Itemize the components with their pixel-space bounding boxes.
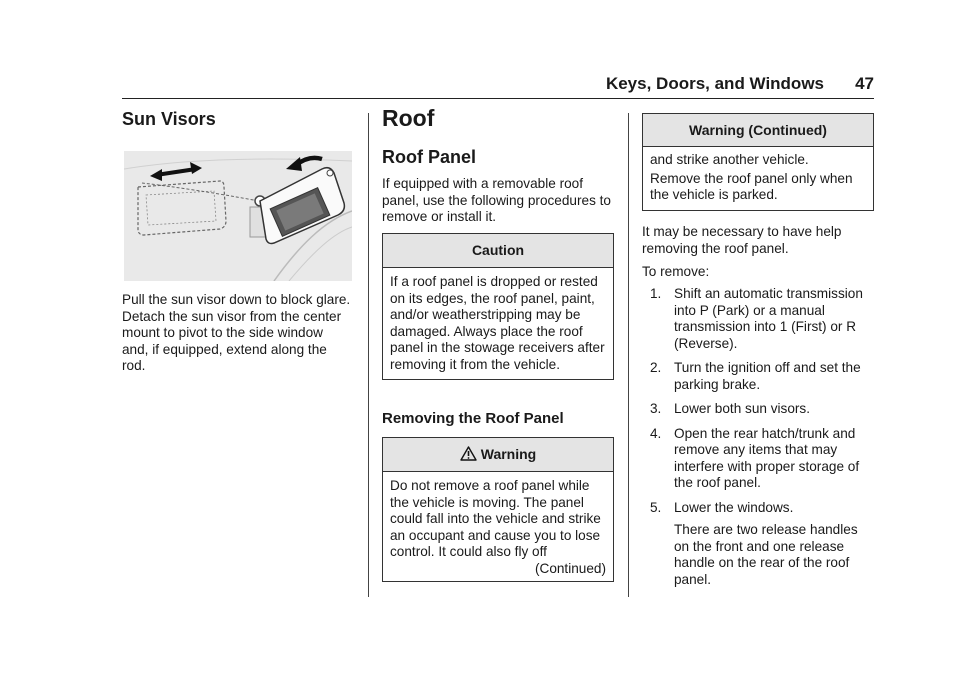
page-number: 47 [855,74,874,93]
help-text: It may be necessary to have help removing the roof panel. [642,224,842,256]
warning-header [383,438,613,472]
list-item: 5. Lower the windows. [650,499,794,515]
column-divider [368,113,369,597]
sun-visors-body: Pull the sun visor down to block glare. Detach the sun visor from the center mount to pivot to the side window and, if equipped, extend along the rod. [122,292,351,373]
caution-box [382,233,614,380]
list-item: 1. Shift an automatic transmission into P (Park) or a manual transmission into 1 (First) or R (Reverse). [650,286,863,351]
roof-heading: Roof [382,105,435,131]
removing-roof-panel-heading: Removing the Roof Panel [382,410,564,427]
sun-visor-illustration [124,151,352,281]
section-title: Keys, Doors, and Windows [605,74,824,93]
sun-visors-heading: Sun Visors [122,109,216,129]
column-divider [628,113,629,597]
list-item: 3. Lower both sun visors. [650,401,811,416]
remove-steps-list [642,286,874,588]
warning-continued-box [642,113,874,211]
list-item: 4. Open the rear hatch/trunk and remove any items that may interfere with proper storage of the roof panel. [650,425,860,490]
caution-title: Caution [383,234,613,268]
warning-title: Warning [480,446,537,462]
warning-body: Do not remove a roof panel while the vehicle is moving. The panel could fall into the vehicle and strike an occupant and cause you to lose control. It could also fly off [390,478,601,559]
continued-label: (Continued) [534,560,606,576]
roof-panel-intro: If equipped with a removable roof panel, use the following procedures to remove or install it. [382,176,611,224]
roof-panel-heading: Roof Panel [382,147,477,167]
caution-body: If a roof panel is dropped or rested on its edges, the roof panel, paint, and/or weatherstripping may be damaged. Always place the roof panel in the stowage receivers after removing it from the vehicle. [390,274,605,372]
list-item: 2. Turn the ignition off and set the parking brake. [650,360,861,392]
to-remove-label: To remove: [642,264,710,279]
warning-box [382,437,614,582]
warning-continued-line1: and strike another vehicle. [650,152,809,167]
warning-triangle-icon [460,446,477,461]
step5-note: There are two release handles on the front and one release handle on the rear of the roof panel. [674,522,858,587]
warning-continued-line2: Remove the roof panel only when the vehicle is parked. [650,170,853,202]
page-header [122,70,874,99]
warning-continued-title: Warning (Continued) [643,114,873,147]
